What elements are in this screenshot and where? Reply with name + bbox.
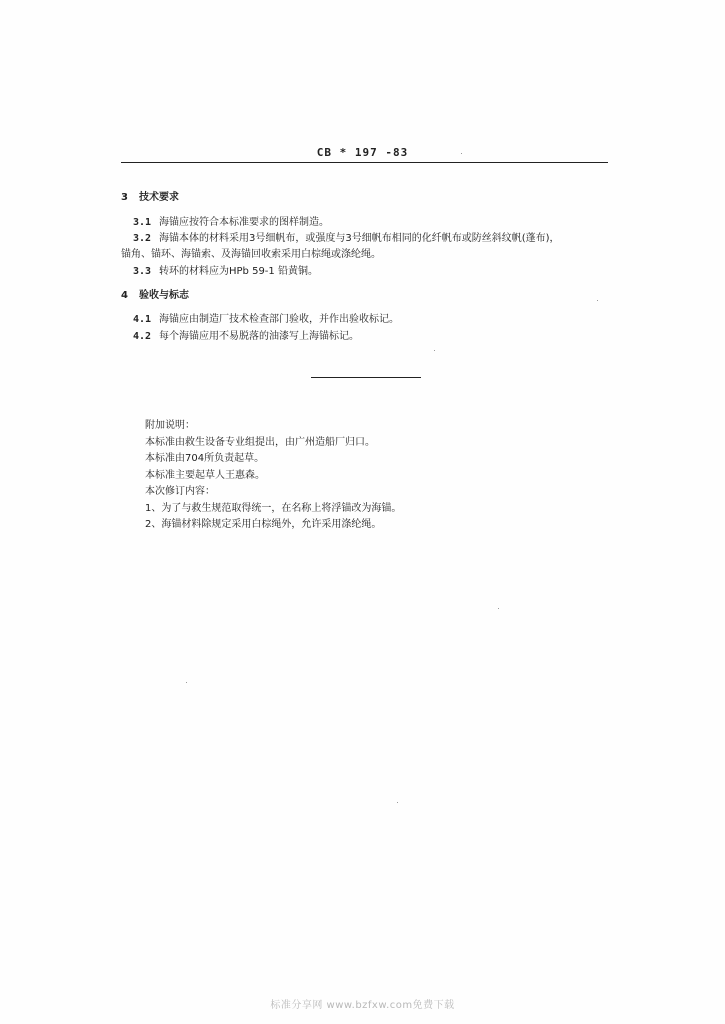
clause-text: 转环的材料应为HPb 59-1 铅黄铜。	[159, 266, 318, 277]
clause-4-1	[133, 310, 399, 325]
clause-3-3	[133, 262, 318, 277]
standard-code: CB * 197 -83	[316, 146, 409, 159]
section-3-number: 3	[121, 192, 128, 203]
scan-speck	[498, 608, 499, 609]
clause-text: 海锚应按符合本标准要求的图样制造。	[159, 217, 329, 228]
clause-text: 每个海锚应用不易脱落的油漆写上海锚标记。	[159, 331, 359, 342]
additional-notes	[145, 418, 401, 534]
notes-line: 本标准由704所负责起草。	[145, 453, 265, 464]
clause-3-1	[133, 213, 329, 228]
scan-speck	[434, 350, 435, 351]
clause-number: 3.2	[133, 233, 152, 244]
clause-number: 3.1	[133, 217, 152, 228]
section-3-title: 技术要求	[139, 192, 179, 203]
clause-number: 4.2	[133, 331, 152, 342]
notes-line: 本标准由救生设备专业组提出，由广州造船厂归口。	[145, 436, 375, 448]
notes-heading: 附加说明：	[145, 420, 195, 431]
scan-speck	[461, 153, 462, 154]
section-3-heading	[121, 188, 179, 203]
notes-line: 2、海锚材料除规定采用白棕绳外，允许采用涤纶绳。	[145, 519, 382, 530]
clause-number: 4.1	[133, 314, 152, 325]
scan-speck	[397, 802, 398, 803]
header-rule	[121, 162, 608, 163]
scan-speck	[597, 300, 598, 301]
clause-4-2	[133, 327, 359, 342]
notes-line: 本标准主要起草人王惠森。	[145, 469, 265, 481]
section-4-heading	[121, 286, 189, 301]
clause-number: 3.3	[133, 266, 152, 277]
clause-text: 海锚应由制造厂技术检查部门验收，并作出验收标记。	[159, 314, 399, 325]
clause-3-2	[133, 229, 560, 244]
section-4-number: 4	[121, 290, 128, 301]
notes-line: 1、为了与救生规范取得统一，在名称上将浮锚改为海锚。	[145, 502, 402, 514]
clause-text: 海锚本体的材料采用3号细帆布，或强度与3号细帆布相同的化纤帆布或防丝斜纹帆(蓬布)，	[159, 233, 560, 244]
end-of-text-rule	[311, 377, 421, 378]
scan-speck	[186, 682, 187, 683]
section-4-title: 验收与标志	[139, 290, 189, 301]
notes-line: 本次修订内容：	[145, 486, 215, 497]
footer-watermark: 标准分享网 www.bzfxw.com免费下载	[270, 1000, 455, 1011]
clause-3-2-continuation: 锚角、锚环、海锚索、及海锚回收索采用白棕绳或涤纶绳。	[121, 249, 381, 260]
